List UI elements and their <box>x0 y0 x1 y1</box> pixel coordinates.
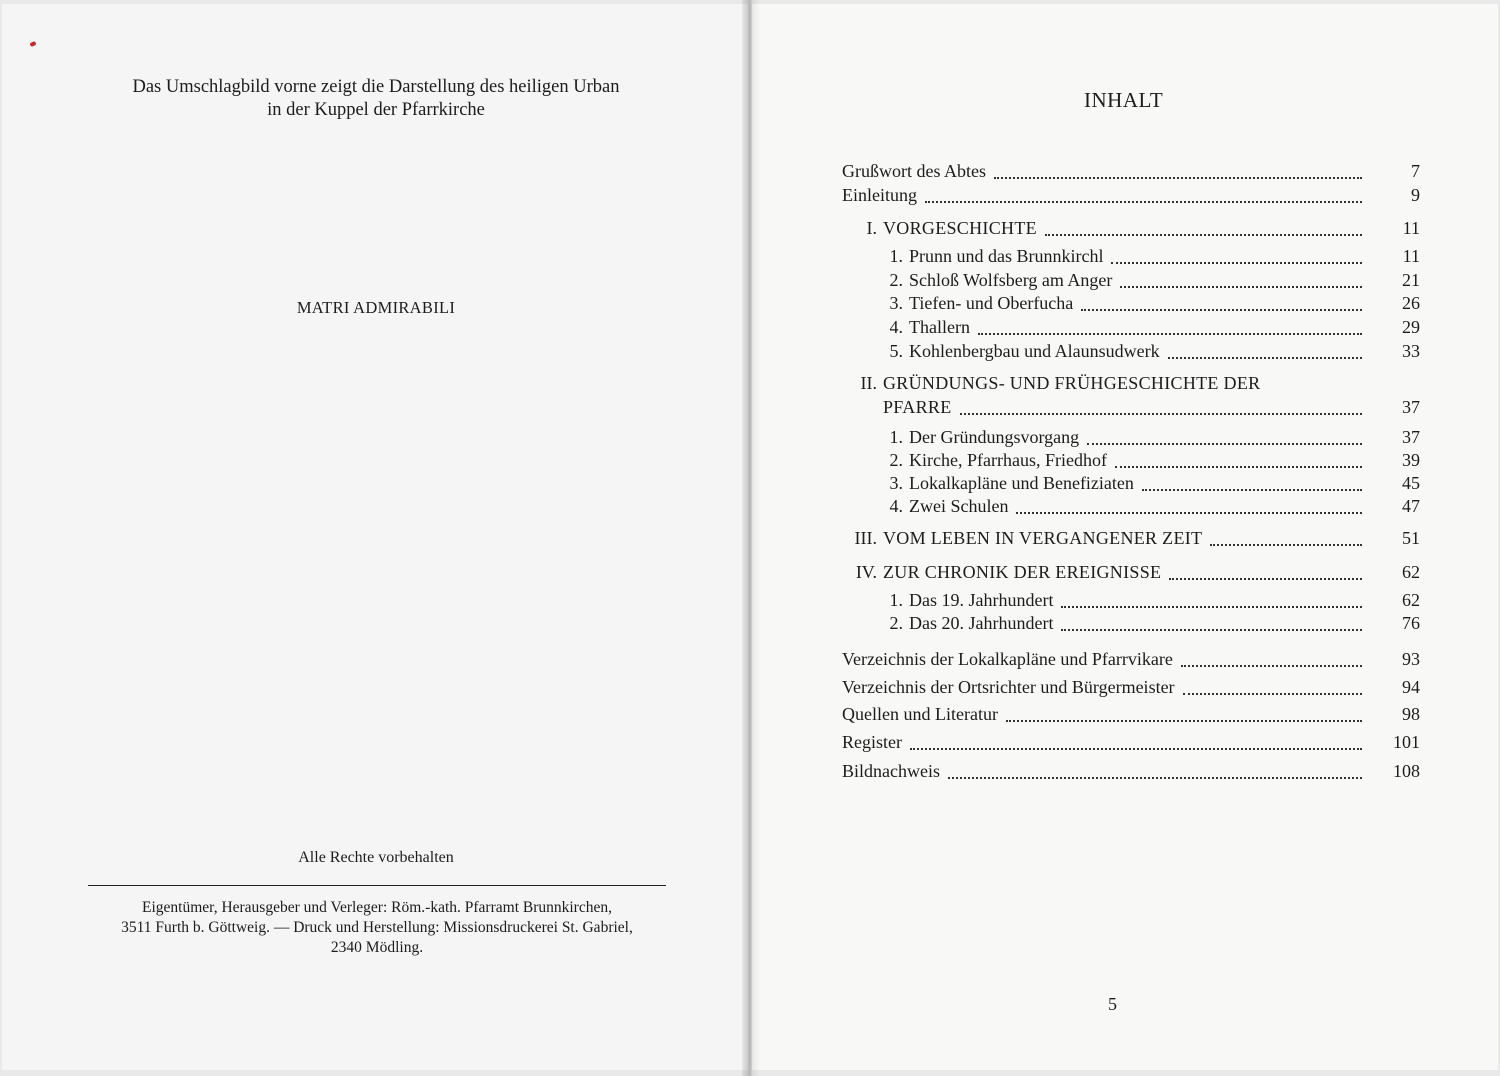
toc-entry <box>842 449 1420 473</box>
toc-entry <box>842 495 1420 519</box>
toc-entry-number: I. <box>866 218 877 238</box>
toc-leader-dots <box>910 747 1362 750</box>
toc-entry <box>842 184 1420 208</box>
toc-title: INHALT <box>1084 88 1164 112</box>
toc-entry-number: 1. <box>889 246 903 266</box>
toc-entry <box>842 245 1420 269</box>
toc-entry-page: 51 <box>1402 528 1420 548</box>
toc-entry-number: 1. <box>889 590 903 610</box>
toc-entry-title: Register <box>842 732 902 752</box>
toc-entry-page: 37 <box>1402 427 1420 447</box>
toc-entry-title: Kohlenbergbau und Alaunsudwerk <box>909 341 1160 361</box>
toc-entry-page: 93 <box>1402 649 1420 669</box>
toc-entry-page: 21 <box>1402 270 1420 290</box>
toc-entry-page: 33 <box>1402 341 1420 361</box>
toc-entry <box>842 648 1420 672</box>
toc-leader-dots <box>1169 577 1362 580</box>
toc-entry-page: 39 <box>1402 450 1420 470</box>
toc-entry-title: Das 19. Jahrhundert <box>909 590 1054 610</box>
toc-entry-number: II. <box>860 373 877 393</box>
toc-entry-number: III. <box>854 528 877 548</box>
toc-entry <box>842 160 1420 184</box>
toc-entry-page: 62 <box>1402 562 1420 582</box>
toc-entry-page: 94 <box>1402 677 1420 697</box>
toc-entry-page: 101 <box>1393 732 1420 752</box>
toc-entry-title: Kirche, Pfarrhaus, Friedhof <box>909 450 1107 470</box>
cover-caption-line: in der Kuppel der Pfarrkirche <box>267 100 485 120</box>
toc-entry <box>842 589 1420 613</box>
toc-entry-title: Bildnachweis <box>842 761 940 781</box>
toc-entry-number: 2. <box>889 270 903 290</box>
toc-leader-dots <box>1210 543 1362 546</box>
toc-entry-title: GRÜNDUNGS- UND FRÜHGESCHICHTE DER <box>883 373 1261 393</box>
imprint-line: 3511 Furth b. Göttweig. — Druck und Herstellung: Missionsdruckerei St. Gabriel, <box>121 919 633 936</box>
book-spine <box>742 0 760 1076</box>
toc-entry <box>842 472 1420 496</box>
toc-entry-number: 4. <box>889 496 903 516</box>
toc-leader-dots <box>1181 664 1362 667</box>
toc-entry-title: Der Gründungsvorgang <box>909 427 1080 447</box>
toc-entry <box>842 612 1420 636</box>
toc-entry-title: Einleitung <box>842 185 917 205</box>
toc-entry-page: 47 <box>1402 496 1420 516</box>
toc-entry-title: Prunn und das Brunnkirchl <box>909 246 1104 266</box>
toc-entry <box>842 703 1420 727</box>
toc-entry <box>842 760 1420 784</box>
toc-entry-number: 4. <box>889 317 903 337</box>
imprint-line: Eigentümer, Herausgeber und Verleger: Röm.-kath. Pfarramt Brunnkirchen, <box>142 899 612 916</box>
toc-entry-title: Verzeichnis der Ortsrichter und Bürgermeister <box>842 677 1175 697</box>
toc-entry-number: 2. <box>889 613 903 633</box>
toc-entry-page: 11 <box>1402 218 1420 238</box>
toc-leader-dots <box>1061 628 1362 631</box>
toc-entry-page: 98 <box>1402 704 1420 724</box>
toc-entry-number: 3. <box>889 293 903 313</box>
toc-entry-page: 11 <box>1402 246 1420 266</box>
toc-entry-title: VOM LEBEN IN VERGANGENER ZEIT <box>883 528 1203 548</box>
toc-entry <box>842 561 1420 585</box>
toc-leader-dots <box>1142 488 1362 491</box>
toc-leader-dots <box>1183 692 1362 695</box>
toc-entry-title: Schloß Wolfsberg am Anger <box>909 270 1113 290</box>
rights-notice: Alle Rechte vorbehalten <box>298 849 454 866</box>
imprint <box>80 898 674 958</box>
toc-entry-page: 26 <box>1402 293 1420 313</box>
toc-leader-dots <box>1016 511 1362 514</box>
toc-entry-title: Das 20. Jahrhundert <box>909 613 1054 633</box>
toc-leader-dots <box>1168 356 1362 359</box>
toc-entry-page: 7 <box>1411 161 1420 181</box>
toc-leader-dots <box>978 332 1362 335</box>
toc-entry-title: VORGESCHICHTE <box>883 218 1037 238</box>
toc-entry <box>842 731 1420 755</box>
toc-entry-title: Grußwort des Abtes <box>842 161 986 181</box>
toc-entry-title: ZUR CHRONIK DER EREIGNISSE <box>883 562 1162 582</box>
toc-leader-dots <box>1120 285 1362 288</box>
toc-entry-page: 45 <box>1402 473 1420 493</box>
toc-leader-dots <box>1081 308 1362 311</box>
toc-entry-number: 1. <box>889 427 903 447</box>
toc-leader-dots <box>1111 261 1362 264</box>
toc-entry-page: 37 <box>1402 397 1420 417</box>
toc-leader-dots <box>994 176 1362 179</box>
toc-entry <box>842 316 1420 340</box>
toc-entry-number: 3. <box>889 473 903 493</box>
toc-entry <box>842 676 1420 700</box>
toc-entry <box>842 269 1420 293</box>
imprint-divider <box>88 885 666 886</box>
toc-entry-page: 108 <box>1393 761 1420 781</box>
toc-entry-page: 76 <box>1402 613 1420 633</box>
toc-entry-title: Thallern <box>909 317 970 337</box>
toc-leader-dots <box>1061 605 1362 608</box>
toc-entry <box>842 292 1420 316</box>
toc-entry <box>842 527 1420 551</box>
dedication: MATRI ADMIRABILI <box>296 298 456 317</box>
toc-entry <box>842 217 1420 241</box>
toc-entry <box>842 426 1420 450</box>
toc-leader-dots <box>1115 465 1362 468</box>
toc-entry-title: Tiefen- und Oberfucha <box>909 293 1074 313</box>
toc-leader-dots <box>1087 442 1362 445</box>
toc-entry-title: Lokalkapläne und Benefiziaten <box>909 473 1134 493</box>
cover-caption-line: Das Umschlagbild vorne zeigt die Darstellung des heiligen Urban <box>132 77 620 97</box>
page-number: 5 <box>1108 994 1117 1014</box>
toc-entry-number: 2. <box>889 450 903 470</box>
toc-leader-dots <box>1045 233 1362 236</box>
toc-entry <box>842 340 1420 364</box>
toc-entry-title: PFARRE <box>883 397 952 417</box>
toc-entry-page: 62 <box>1402 590 1420 610</box>
toc-entry-title: Quellen und Literatur <box>842 704 998 724</box>
toc-leader-dots <box>925 200 1362 203</box>
toc-entry <box>842 396 1420 420</box>
toc-entry <box>842 372 1420 396</box>
toc-entry-page: 29 <box>1402 317 1420 337</box>
toc-leader-dots <box>948 776 1362 779</box>
imprint-line: 2340 Mödling. <box>330 939 424 956</box>
cover-caption <box>60 76 692 122</box>
toc-leader-dots <box>960 412 1363 415</box>
toc-entry-title: Verzeichnis der Lokalkapläne und Pfarrvikare <box>842 649 1173 669</box>
toc-entry-title: Zwei Schulen <box>909 496 1009 516</box>
toc-entry-number: IV. <box>855 562 877 582</box>
toc-leader-dots <box>1006 719 1362 722</box>
toc-entry-page: 9 <box>1411 185 1420 205</box>
toc-entry-number: 5. <box>889 341 903 361</box>
